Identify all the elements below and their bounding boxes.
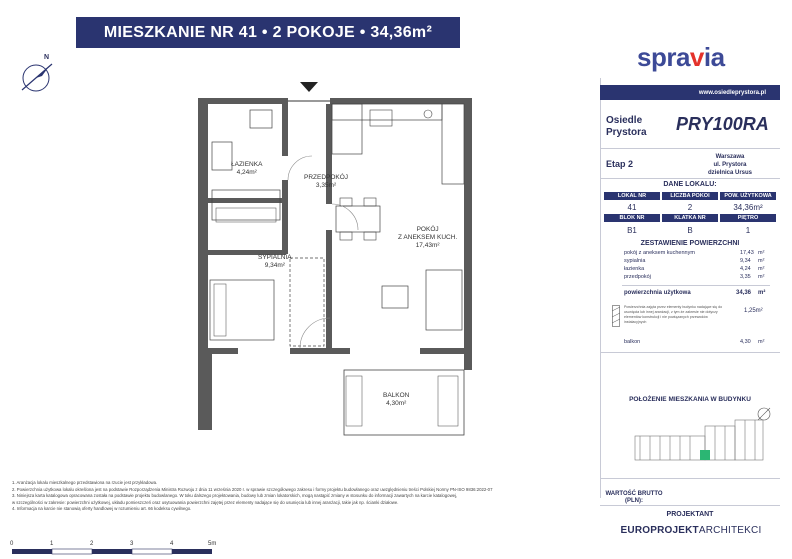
compass-label: N	[44, 54, 50, 61]
area-row-bathroom: łazienka	[624, 266, 645, 272]
scale-bar	[8, 548, 228, 556]
room-bedroom-area: 9,34m²	[264, 262, 285, 269]
unit-header-klatka: KLATKA NR	[662, 214, 718, 222]
room-bathroom-area: 4,24m²	[236, 169, 257, 176]
room-bedroom	[258, 254, 292, 270]
unit-position-marker	[700, 450, 710, 460]
room-hall-area: 3,35m²	[315, 182, 337, 189]
unit-value-pow: 34,36m²	[733, 203, 763, 212]
room-bathroom	[231, 161, 262, 177]
unit-header-pokoje: LICZBA POKOI	[662, 192, 718, 200]
unit-header-pietro: PIĘTRO	[720, 214, 776, 222]
area-unit-bathroom: m²	[758, 266, 765, 272]
unit-header-blok: BLOK NR	[604, 214, 660, 222]
scale-tick-4: 4	[170, 541, 174, 547]
footnote-3: 3. Niniejsza karta katalogowa opracowana została na podstawie projektu budowlanego. W toku dalszego projektowania, budowy lub zmian lokatorskich, mogą nastąpić zmiany w stosunku do informacji zawartych na karcie katalogowej,	[12, 493, 458, 499]
estate-logo: PRY100RA	[676, 114, 769, 134]
area-unit-hall: m²	[758, 274, 765, 280]
footnote-5: 4. Informacja na karcie nie stanowią oferty handlowej w rozumieniu art. 66 kodeksu cywilnego.	[12, 506, 192, 512]
scale-tick-5: 5m	[208, 541, 217, 547]
floor-plan	[190, 80, 480, 450]
room-balcony-name: BALKON	[383, 392, 410, 399]
area-total-unit: m²	[758, 290, 766, 296]
compass-icon	[12, 58, 62, 98]
room-hall-name: PRZEDPOKÓJ	[304, 174, 349, 181]
area-row-hall: przedpokój	[624, 274, 651, 280]
footnote-4: w szczególności w zakresie: powierzchni użytkowej, układu pomieszczeń oraz usytuowania powierzchni zajętej przez elementy nadające się do usunięcia lub innej aranżacji, takie jak np. ścianki działowe.	[12, 499, 399, 505]
hatch-note: Powierzchnia zajęta przez elementy budynku nadające się do usunięcia lub innej aranżacji, z tym że zakresie nie dotyczy elementów konstrukcji i nie powiązanych przewodów instalacyjnych	[624, 305, 723, 324]
room-bathroom-name: ŁAZIENKA	[231, 161, 263, 168]
location-street: ul. Prystora	[713, 162, 747, 168]
area-value-bathroom: 4,24	[740, 266, 751, 272]
area-value-bedroom: 9,34	[740, 258, 751, 264]
areas-title: ZESTAWIENIE POWIERZCHNI	[640, 240, 740, 247]
area-row-bedroom: sypialnia	[624, 258, 646, 264]
room-living-name-2: Z ANEKSEM KUCH.	[398, 234, 458, 241]
area-value-hall: 3,35	[740, 274, 751, 280]
price-label: WARTOŚĆ BRUTTO (PLN):	[605, 491, 663, 504]
room-living	[398, 226, 457, 250]
balcony-unit: m²	[758, 339, 765, 345]
scale-tick-3: 3	[130, 541, 134, 547]
footnote-2: 2. Powierzchnia użytkowa lokalu określona jest na podstawie Rozporządzenia Ministra Rozwoju z dnia 11 września 2020 r. w sprawie szczegółowego zakresu i formy projektu budowlanego oraz uwzględnieniu treści Polskiej Normy PN-ISO 9836:2022-07	[12, 486, 493, 492]
room-hall	[304, 174, 348, 190]
unit-value-pietro: 1	[745, 226, 751, 235]
area-total-value: 34,36	[736, 290, 752, 296]
brand-logo: spravia	[637, 42, 725, 72]
building-location-plan	[630, 406, 775, 468]
scale-tick-2: 2	[90, 541, 94, 547]
room-living-area: 17,43m²	[415, 242, 440, 249]
room-living-name: POKÓJ	[416, 226, 439, 233]
footnotes	[12, 480, 602, 513]
location-district: dzielnica Ursus	[707, 170, 752, 176]
unit-header-pow: POW. UŻYTKOWA	[720, 192, 776, 200]
stage-label: Etap 2	[606, 159, 634, 169]
footnote-1: 1. Aranżacja lokalu mieszkalnego przedstawiona na rzucie jest przykładowa.	[12, 480, 158, 485]
hatch-value: 1,25m²	[744, 308, 763, 314]
scale-tick-0: 0	[10, 541, 14, 547]
location-city: Warszawa	[715, 154, 745, 160]
balcony-value: 4,30	[740, 339, 751, 345]
unit-header-lokal: LOKAL NR	[604, 192, 660, 200]
area-unit-bedroom: m²	[758, 258, 765, 264]
location	[690, 153, 770, 177]
area-value-living: 17,43	[740, 250, 754, 256]
designer-company: EUROPROJEKTARCHITEKCI	[620, 525, 762, 536]
unit-value-lokal: 41	[627, 203, 637, 212]
balcony-label: balkon	[624, 339, 641, 345]
scale-tick-1: 1	[50, 541, 54, 547]
unit-value-pokoje: 2	[687, 203, 693, 212]
room-bedroom-name: SYPIALNIA	[258, 254, 292, 261]
area-unit-living: m²	[758, 250, 765, 256]
room-balcony	[383, 392, 409, 408]
unit-value-klatka: B	[687, 226, 693, 235]
unit-value-blok: B1	[627, 226, 637, 235]
page-title: MIESZKANIE NR 41 • 2 POKOJE • 34,36m²	[76, 17, 460, 48]
area-row-living: pokój z aneksem kuchennym	[624, 250, 695, 256]
estate-name: Osiedle Prystora	[606, 115, 647, 138]
area-total-label: powierzchnia użytkowa	[624, 290, 691, 296]
hatch-icon	[612, 305, 620, 327]
room-balcony-area: 4,30m²	[386, 400, 407, 407]
designer-label: PROJEKTANT	[666, 511, 714, 518]
unit-data-title: DANE LOKALU:	[663, 181, 717, 188]
building-location-title: POŁOŻENIE MIESZKANIA W BUDYNKU	[629, 396, 751, 403]
website-link[interactable]: www.osiedleprystora.pl	[600, 85, 780, 100]
